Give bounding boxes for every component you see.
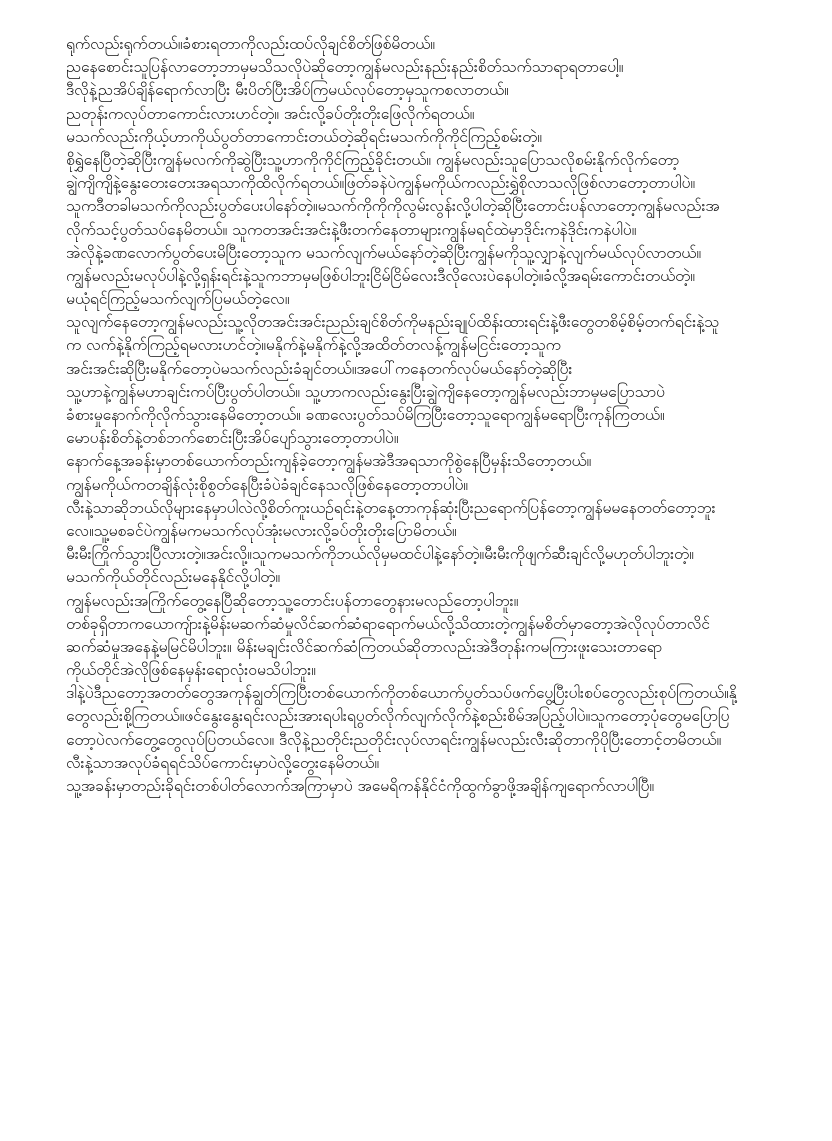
text-line: ဒါနဲ့ပဲဒီညတော့အတတ်တွေအကုန်ချွတ်ကြပြီးတစ်ယောက်ကိုတစ်ယောက်ပွတ်သပ်ဖက်ပွေ့ပြီးပါးစပ်တွေလည်းစုပ်ကြတယ်။နို့ [66, 684, 737, 703]
text-line: မသက်ကိုယ်တိုင်လည်းမနေနိုင်လို့ပါတဲ့။ [66, 568, 281, 587]
text-line: ဆက်ဆံမှုအနေနဲ့မမြင်မိပါဘူး။ မိန်းမချင်းလိင်ဆက်ဆံကြတယ်ဆိုတာလည်းအဲဒီတုန်းကမကြားဖူးသေးတာရော [66, 637, 663, 656]
text-line: မောပန်းစိတ်နဲ့တစ်ဘက်စောင်းပြီးအိပ်ပျော်သွားတော့တာပါပဲ။ [66, 429, 399, 448]
text-line: စိုရွှဲနေပြီတဲ့ဆိုပြီးကျွန်မလက်ကိုဆွဲပြီးသူ့ဟာကိုကိုင်ကြည့်ခိုင်းတယ်။ ကျွန်မလည်းသူပြောသလိုစမ်းနိုက်လိုက်တော့ [66, 150, 680, 169]
text-line: နောက်နေ့အခန်းမှာတစ်ယောက်တည်းကျန်ခဲ့တော့ကျွန်မအဲဒီအရသာကိုစွဲနေပြီမှန်းသိတော့တယ်။ [66, 452, 592, 471]
text-line: သူ့ဟာနဲ့ကျွန်မဟာချင်းကပ်ပြီးပွတ်ပါတယ်။ သူ့ဟာကလည်းနွေးပြီးချွဲကျိနေတော့ကျွန်မလည်းဘာမှမပြောသာပဲ [66, 382, 665, 401]
text-line: သူ့အခန်းမှာတည်းခိုရင်းတစ်ပါတ်လောက်အကြာမှာပဲ အမေရိကန်နိုင်ငံကိုထွက်ခွာဖို့အချိန်ကျရောက်လာပါပြီ။ [66, 777, 655, 795]
text-line: လီးနဲ့သာအလုပ်ခံရရင်သိပ်ကောင်းမှာပဲလို့တွေးနေမိတယ်။ [66, 753, 380, 772]
text-line: မယုံရင်ကြည့်မသက်လျက်ပြမယ်တဲ့လေ။ [66, 290, 290, 309]
text-line: က လက်နဲ့နိုက်ကြည့်ရမလားဟင်တဲ့။မနိုက်နဲ့မနိုက်နဲ့လို့အထိတ်တလန့်ကျွန်မငြင်းတော့သူက [66, 336, 561, 355]
text-line: ကျွန်မလည်းအကြိုက်တွေ့နေပြီဆိုတော့သူ့တောင်းပန်တာတွေနားမလည်တော့ပါဘူး။ [66, 591, 519, 610]
text-line: လိုက်သင့်ပွတ်သပ်နေမိတယ်။ သူကတအင်းအင်းနဲ့ဖီးတက်နေတာများကျွန်မရင်ထဲမှာဒိုင်းကနဲဒိုင်းကနဲပါပဲ။ [66, 220, 637, 239]
text-line: တွေလည်းစို့ကြတယ်။ဖင်နွေးနွေးရင်းလည်းအားရပါးရပွတ်လိုက်လျက်လိုက်နဲ့စည်းစိမ်အပြည့်ပါပဲ။သူကတော့ပုံတွေမပြောပြ [66, 707, 730, 726]
text-line: အင်းအင်းဆိုပြီးမနိုက်တော့ပဲမသက်လည်းခံချင်တယ်။အပေါ်ကနေတက်လုပ်မယ်နော်တဲ့ဆိုပြီး [66, 359, 573, 378]
text-line: ကျွန်မလည်းမလုပ်ပါနဲ့လို့ရှန်းရင်းနဲ့သူကဘာမှမဖြစ်ပါဘူးငြိမ်ငြိမ်လေးဒီလိုလေးပဲနေပါတဲ့။ခံလို့အရမ်းကောင်းတယ်တဲ့။ [66, 266, 695, 285]
text-line: တော့ပဲလက်တွေ့တွေလုပ်ပြတယ်လေ။ ဒီလိုနဲ့ညတိုင်းညတိုင်းလုပ်လာရင်းကျွန်မလည်းလီးဆိုတာကိုပိုပြီးတောင့်တမိတယ်။ [66, 730, 722, 749]
text-line: သူလျက်နေတော့ကျွန်မလည်းသူ့လိုတအင်းအင်းညည်းချင်စိတ်ကိုမနည်းချုပ်ထိန်းထားရင်းနဲ့ဖီးတွေတစိမ့်စိမ့်တက်ရင်းနဲ့သူ [66, 313, 720, 332]
document-body-text [66, 33, 766, 798]
text-line: ကျွန်မကိုယ်ကတချိန်လုံးစိုစွတ်နေပြီးခံပဲခံချင်နေသလိုဖြစ်နေတော့တာပါပဲ။ [66, 475, 468, 494]
text-line: ညနေစောင်းသူပြန်လာတော့ဘာမှမသိသလိုပဲဆိုတော့ကျွန်မလည်းနည်းနည်းစိတ်သက်သာရာရတာပေါ့။ [66, 58, 624, 77]
text-line: သူကဒီတခါမသက်ကိုလည်းပွတ်ပေးပါနော်တဲ့။မသက်ကိုကိုကိုလွမ်းလွန်းလို့ပါတဲ့ဆိုပြီးတောင်းပန်လာတော့ကျွန်မလည်းအ [66, 197, 720, 216]
text-line: ရုက်လည်းရုက်တယ်။ခံစားရတာကိုလည်းထပ်လိုချင်စိတ်ဖြစ်မိတယ်။ [66, 35, 435, 53]
text-line: လေ။သူ့မစခင်ပဲကျွန်မကမသက်လုပ်အုံးမလားလို့ခပ်တိုးတိုးပြောမိတယ်။ [66, 521, 457, 540]
text-line: ဒီလိုနဲ့ညအိပ်ချိန်ရောက်လာပြီး မီးပိတ်ပြီးအိပ်ကြမယ်လုပ်တော့မှသူကစလာတယ်။ [66, 81, 509, 100]
text-line: မသက်လည်းကိုယ့်ဟာကိုယ်ပွတ်တာကောင်းတယ်တဲ့ဆိုရင်းမသက်ကိုကိုင်ကြည့်စမ်းတဲ့။ [66, 127, 542, 146]
text-line: ခံစားမှုနောက်ကိုလိုက်သွားနေမိတော့တယ်။ ခဏလေးပွတ်သပ်မိကြပြီးတော့သူရောကျွန်မရောပြီးကုန်ကြတယ်။ [66, 406, 665, 424]
text-line: ကိုယ်တိုင်အဲလိုဖြစ်နေမှန်းရောလုံးဝမသိပါဘူး။ [66, 661, 316, 680]
text-line: ညတုန်းကလုပ်တာကောင်းလားဟင်တဲ့။ အင်းလို့ခပ်တိုးတိုးဖြေလိုက်ရတယ်။ [66, 104, 475, 123]
text-line: ချွဲကျိကျိနဲ့နွေးတေးတေးအရသာကိုထိလိုက်ရတယ်။ဖြတ်ခနဲပဲကျွန်မကိုယ်ကလည်းရွှဲစိုလာသလိုဖြစ်လာတော့တာပါပဲ။ [66, 174, 696, 193]
text-line: လီးနဲ့သာဆိုဘယ်လိုများနေမှာပါလဲလို့စိတ်ကူးယဉ်ရင်းနဲ့တနေ့တာကုန်ဆုံးပြီးညရောက်ပြန်တော့ကျွန်မမနေတတ်တော့ဘူး [66, 498, 716, 517]
text-line: မီးမီးကြိုက်သွားပြီလားတဲ့။အင်းလို့။သူကမသက်ကိုဘယ်လိုမှမထင်ပါနဲ့နော်တဲ့။မီးမီးကိုဖျက်ဆီးချင်လို့မဟုတ်ပါဘူးတဲ့။ [66, 545, 694, 564]
text-line: တစ်ခုရှိတာကယောကျ်ားနဲ့မိန်းမဆက်ဆံမှုလိင်ဆက်ဆံရာရောက်မယ်လို့သိထားတဲ့ကျွန်မစိတ်မှာတော့အဲလိုလုပ်တာလိင် [66, 614, 710, 633]
text-line: အဲလိုနဲ့ခဏလောက်ပွတ်ပေးမိပြီးတော့သူက မသက်လျက်မယ်နော်တဲ့ဆိုပြီးကျွန်မကိုသူ့လျှာနဲ့လျက်မယ်လုပ်လာတယ်။ [66, 243, 702, 262]
